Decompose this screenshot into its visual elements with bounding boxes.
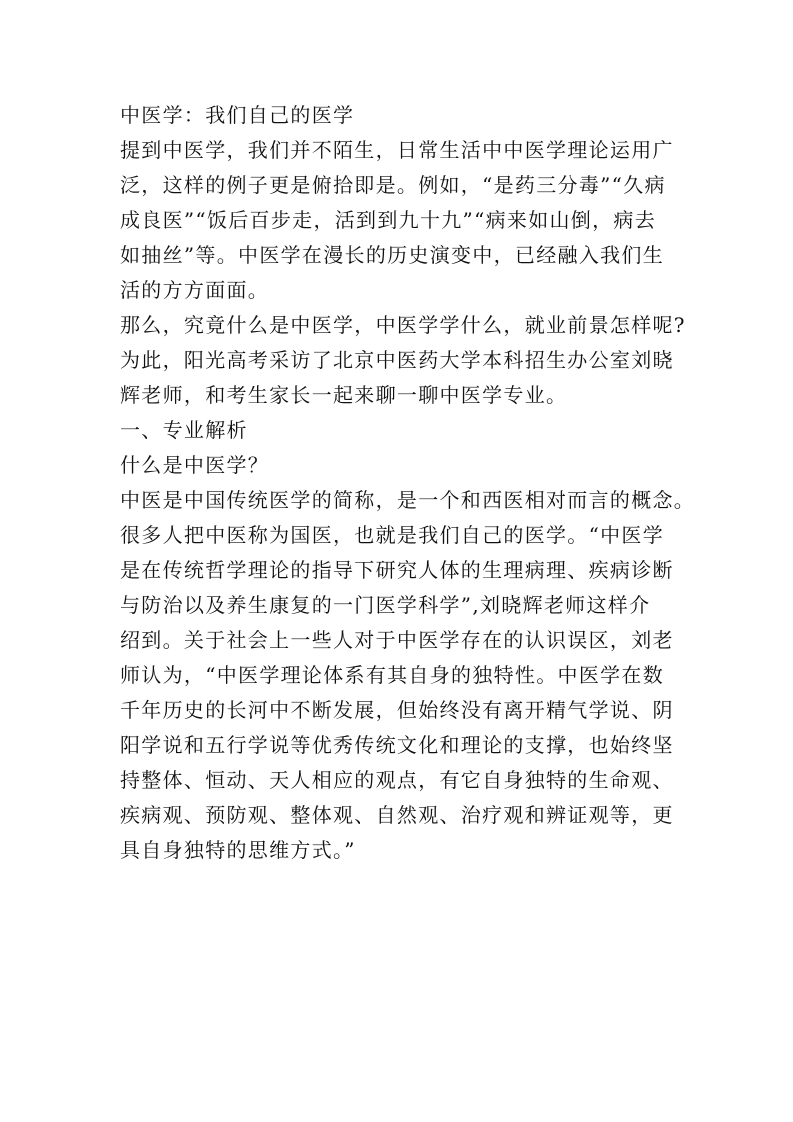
document-body [120, 137, 720, 872]
text-line: 活的方方面面。 [120, 278, 270, 302]
document-title: 中医学：我们自己的医学 [120, 103, 355, 127]
text-line: 疾病观、预防观、整体观、自然观、治疗观和辨证观等，更 [120, 803, 674, 827]
text-line: 为此，阳光高考采访了北京中医药大学本科招生办公室刘晓 [120, 348, 674, 372]
text-line: 辉老师，和考生家长一起来聊一聊中医学专业。 [120, 383, 568, 407]
text-line: 很多人把中医称为国医，也就是我们自己的医学。“中医学 [120, 523, 665, 547]
text-line: 与防治以及养生康复的一门医学科学”,刘晓辉老师这样介 [120, 593, 651, 617]
text-line: 那么，究竟什么是中医学，中医学学什么，就业前景怎样呢? [120, 313, 686, 337]
text-line: 什么是中医学？ [120, 453, 270, 477]
text-line: 一、专业解析 [120, 418, 248, 442]
text-line: 具自身独特的思维方式。” [120, 838, 356, 862]
text-line: 是在传统哲学理论的指导下研究人体的生理病理、疾病诊断 [120, 558, 674, 582]
text-line: 师认为，“中医学理论体系有其自身的独特性。中医学在数 [120, 663, 665, 687]
text-line: 中医是中国传统医学的简称，是一个和西医相对而言的概念。 [120, 488, 696, 512]
text-line: 成良医”“饭后百步走，活到到九十九”“病来如山倒，病去 [120, 208, 656, 232]
text-line: 阳学说和五行学说等优秀传统文化和理论的支撑，也始终坚 [120, 733, 674, 757]
text-line: 提到中医学，我们并不陌生，日常生活中中医学理论运用广 [120, 138, 674, 162]
text-line: 绍到。关于社会上一些人对于中医学存在的认识误区，刘老 [120, 628, 674, 652]
document-page [120, 102, 720, 872]
text-line: 千年历史的长河中不断发展，但始终没有离开精气学说、阴 [120, 698, 674, 722]
text-line: 持整体、恒动、天人相应的观点，有它自身独特的生命观、 [120, 768, 674, 792]
text-line: 泛，这样的例子更是俯拾即是。例如，“是药三分毒”“久病 [120, 173, 666, 197]
text-line: 如抽丝”等。中医学在漫长的历史演变中，已经融入我们生 [120, 243, 665, 267]
